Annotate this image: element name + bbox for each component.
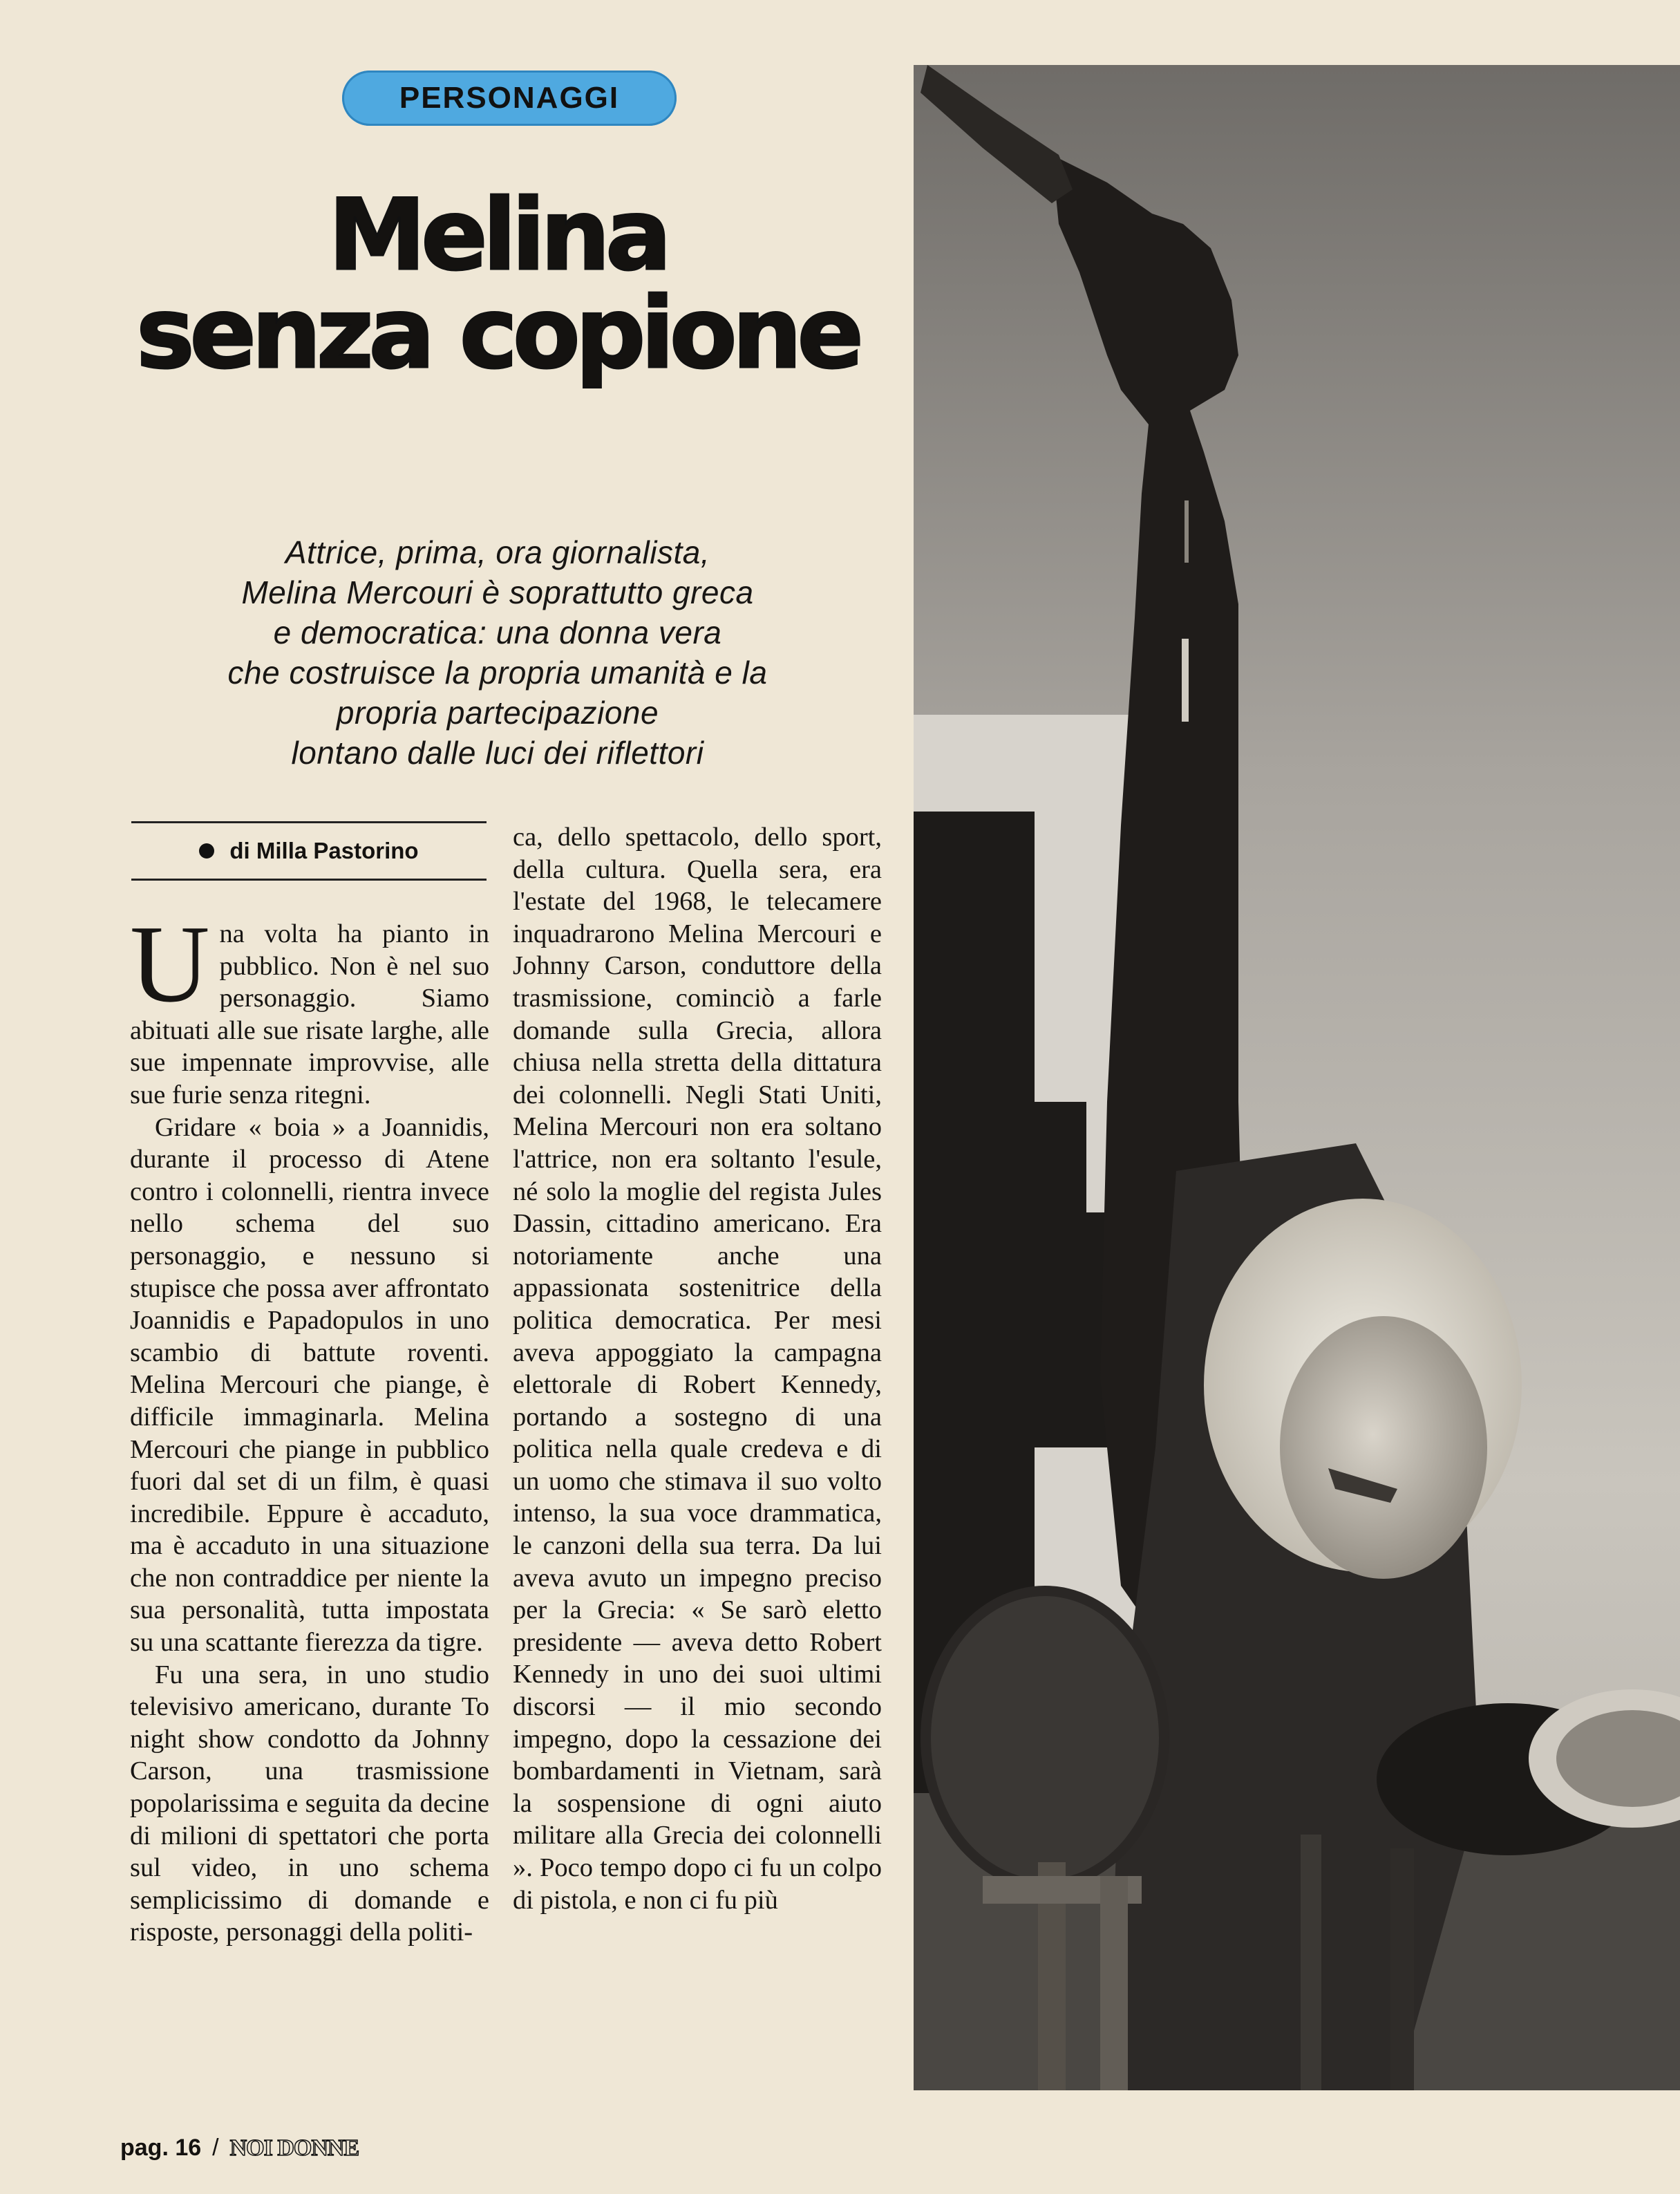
subtitle-line: che costruisce la propria umanità e la <box>227 655 768 691</box>
photo-illustration <box>914 65 1680 2090</box>
subtitle-line: lontano dalle luci dei riflettori <box>291 735 704 771</box>
article-title <box>104 178 891 391</box>
footer-separator: / <box>212 2135 219 2161</box>
subtitle-line: Attrice, prima, ora giornalista, <box>285 534 710 570</box>
subtitle-line: e democratica: una donna vera <box>273 615 722 650</box>
paragraph-text: na volta ha pianto in pubblico. Non è nel suo personaggio. Siamo abituati alle sue risate larghe, alle sue impennate improvvise, alle sue furie senza ritegni. <box>130 919 489 1109</box>
title-line-2: senza copione <box>136 276 859 391</box>
subtitle-line: propria partecipazione <box>336 695 659 731</box>
subtitle-line: Melina Mercouri è soprattutto greca <box>241 574 754 610</box>
article-paragraph: Gridare « boia » a Joannidis, durante il processo di Atene contro i colonnelli, rientra invece nello schema del suo personaggio, e nessuno si stupisce che possa aver affrontato Joannidis e Papadopulos in uno scambio di battute roventi. Melina Mercouri che piange, è difficile immaginarla. Melina Mercouri che piange in pubblico fuori dal set di un film, è quasi incredibile. Eppure è accaduto, ma è accaduto in una situazione che non contraddice per niente la sua personalità, tutta impostata su una scattante fierezza da tigre. <box>130 1112 489 1658</box>
section-label: PERSONAGGI <box>342 71 677 126</box>
article-photo <box>914 65 1680 2090</box>
page-footer <box>120 2135 359 2162</box>
article-paragraph: Fu una sera, in uno studio televisivo americano, durante To night show condotto da Johnny Carson, una trasmissione popolarissima e seguita da decine di milioni di spettatori che porta sul video, in uno schema semplicissimo di domande e risposte, personaggi della politi- <box>130 1660 489 1947</box>
bullet-icon <box>199 843 214 859</box>
article-subtitle <box>159 532 836 773</box>
magazine-logo: NOI DONNE <box>229 2135 359 2161</box>
article-column-1 <box>130 902 489 1949</box>
article-paragraph: ca, dello spettacolo, dello sport, della cultura. Quella sera, era l'estate del 1968, le telecamere inquadrarono Melina Mercouri e Johnny Carson, conduttore della trasmissione, cominciò a farle domande sulla Grecia, allora chiusa nella stretta della dittatura dei colonnelli. Negli Stati Uniti, Melina Mercouri non era soltano l'attrice, non era soltanto l'esule, né solo la moglie del regista Jules Dassin, cittadino americano. Era notoriamente anche una appassionata sostenitrice della politica democratica. Per mesi aveva appoggiato la campagna elettorale di Robert Kennedy, portando a sostegno di una politica nella quale credeva e di un uomo che stimava il suo volto intenso, la sua voce drammatica, le canzoni della sua terra. Da lui aveva avuto un impegno preciso per la Grecia: « Se sarò eletto presidente — aveva detto Robert Kennedy in uno dei suoi ultimi discorsi — il mio secondo impegno, dopo la cessazione dei bombardamenti in Vietnam, sarà la sospensione di ogni aiuto militare alla Grecia dei colonnelli ». Poco tempo dopo ci fu un colpo di pistola, e non ci fu più <box>513 823 882 1915</box>
drop-cap: U <box>130 902 210 1025</box>
article-paragraph <box>130 902 489 1112</box>
title-line-1: Melina <box>328 178 667 292</box>
byline-text: di Milla Pastorino <box>229 838 419 863</box>
article-column-2 <box>513 821 882 1916</box>
page-number: pag. 16 <box>120 2135 202 2161</box>
byline <box>131 821 487 881</box>
